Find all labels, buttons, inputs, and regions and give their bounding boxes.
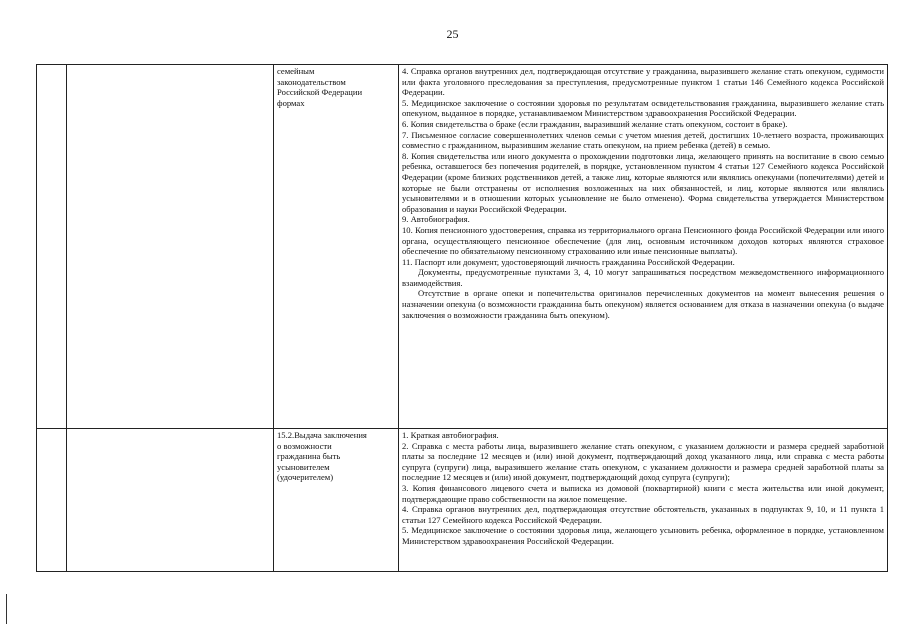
- service-text-line: о возможности: [277, 440, 332, 451]
- document-item: 4. Справка органов внутренних дел, подтверждающая отсутствие у гражданина, выразившего желание стать опекуном, судимости или факта уголовного преследования за преступления, предусмотренные пунктом 1 статьи 146 Семейного кодекса Российской Федерации.: [402, 66, 884, 98]
- service-text-line: формах: [277, 97, 305, 108]
- requirements-table: [36, 64, 888, 572]
- document-item: 4. Справка органов внутренних дел, подтверждающая отсутствие обстоятельств, указанных в подпунктах 9, 10, и 11 пункта 1 статьи 127 Семейного кодекса Российской Федерации.: [402, 504, 884, 525]
- row-number-cell: [37, 65, 67, 429]
- service-text-line: 15.2.Выдача заключения: [277, 430, 367, 440]
- documents-cell: [399, 65, 888, 429]
- service-text-line: Российской Федерации: [277, 87, 363, 98]
- page-number: 25: [446, 27, 459, 41]
- document-item: 6. Копия свидетельства о браке (если гражданин, выразивший желание стать опекуном, состоит в браке).: [402, 118, 788, 129]
- document-item: 9. Автобиография.: [402, 214, 470, 225]
- document-item: 3. Копия финансового лицевого счета и выписка из домовой (поквартирной) книги с места жительства или иной документ, подтверждающие право собственности на жилое помещение.: [402, 482, 884, 504]
- document-item: Отсутствие в органе опеки и попечительства оригиналов перечисленных документов на момент вынесения решения о назначении опекуна (о возможности гражданина быть опекуном) является основанием для отказа в назначении опекуна (о выдаче заключения о возможности гражданина быть опекуном).: [402, 288, 884, 320]
- document-item: 7. Письменное согласие совершеннолетних членов семьи с учетом мнения детей, достигших 10-летнего возраста, проживающих совместно с гражданином, выразившим желание стать опекуном, на прием ребенка (детей) в семью.: [402, 129, 884, 151]
- document-item: 2. Справка с места работы лица, выразившего желание стать опекуном, с указанием должности и размера средней заработной платы за последние 12 месяцев и (или) иной документ, подтверждающий доход указанного лица, или справка с места работы супруга (супруги) лица, выразившего желание стать опекуном, с указанием должности и размера средней заработной платы за последние 12 месяцев и (или) иной документ, подтверждающий доход супруга (супруги);: [402, 440, 884, 483]
- category-cell: [67, 65, 274, 429]
- documents-cell: [399, 429, 888, 572]
- service-cell: [274, 65, 399, 429]
- document-item: 5. Медицинское заключение о состоянии здоровья лица, желающего усыновить ребенка, оформленное в порядке, установленном Министерством здравоохранения Российской Федерации.: [402, 525, 884, 546]
- margin-mark: [6, 594, 7, 624]
- document-item: 10. Копия пенсионного удостоверения, справка из территориального органа Пенсионного фонда Российской Федерации или иного органа, осуществляющего пенсионное обеспечение (для лиц, основным источником доходов которых являются страховое обеспечение по обязательному пенсионному страхованию или иные пенсионные выплаты).: [402, 224, 884, 257]
- category-cell: [67, 429, 274, 572]
- service-text-line: семейным: [277, 66, 315, 76]
- table-row: [37, 429, 888, 572]
- document-item: 1. Краткая автобиография.: [402, 430, 499, 440]
- service-text-line: (удочерителем): [277, 472, 334, 483]
- service-text-line: усыновителем: [277, 461, 330, 472]
- document-item: 11. Паспорт или документ, удостоверяющий личность гражданина Российской Федерации.: [402, 256, 735, 267]
- service-text-line: гражданина быть: [277, 451, 341, 462]
- document-item: 5. Медицинское заключение о состоянии здоровья по результатам освидетельствования гражданина, выразившего желание стать опекуном, выданное в порядке, устанавливаемом Министерством здравоохранения Российской Федерации.: [402, 97, 884, 119]
- service-text-line: законодательством: [277, 76, 346, 87]
- row-number-cell: [37, 429, 67, 572]
- document-item: Документы, предусмотренные пунктами 3, 4, 10 могут запрашиваться посредством межведомственного информационного взаимодействия.: [402, 267, 884, 288]
- document-item: 8. Копия свидетельства или иного документа о прохождении подготовки лица, желающего принять на воспитание в свою семью ребенка, оставшегося без попечения родителей, в порядке, установленном пунктом 4 статьи 127 Семейного кодекса Российской Федерации (кроме близких родственников детей, а также лиц, которые являются или являлись опекунами (попечителями) детей и которые не были отстранены от исполнения возложенных на них обязанностей, и лиц, которые являются или являлись усыновителями и в отношении которых усыновление не было отменено). Форма свидетельства утверждается Министерством образования и науки Российской Федерации.: [402, 150, 884, 214]
- table-row: [37, 65, 888, 429]
- service-cell: [274, 429, 399, 572]
